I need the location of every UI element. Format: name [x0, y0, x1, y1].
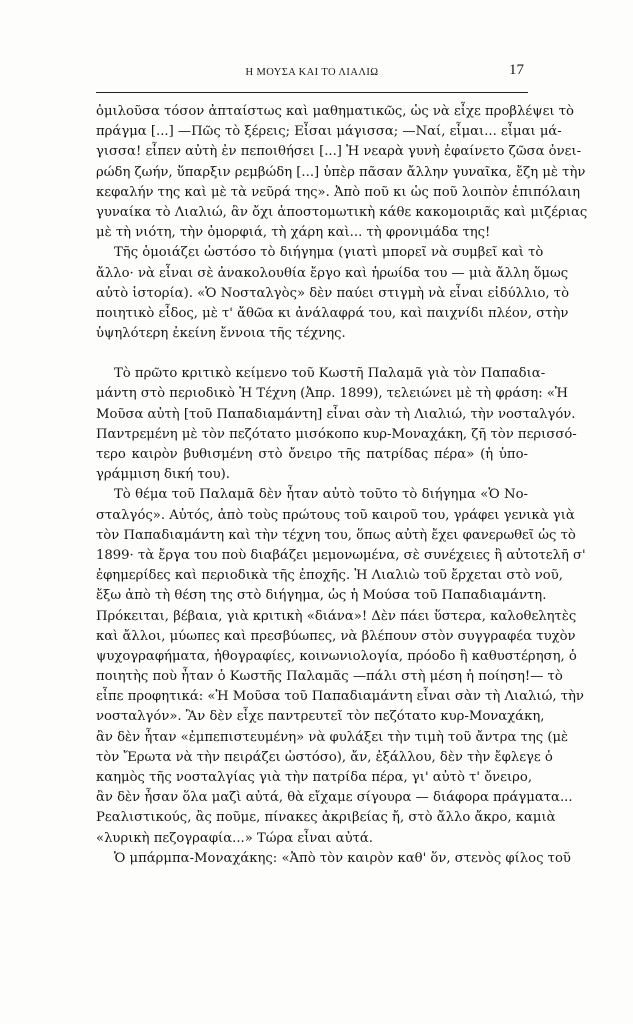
text-line: «λυρικὴ πεζογραφία...» Τώρα εἶναι αὐτά. [96, 830, 373, 846]
text-line: εἶπε προφητικά: «Ἡ Μοῦσα τοῦ Παπαδιαμάντη εἶναι σὰν τὴ Λιαλιώ, τὴν [96, 689, 584, 705]
text-line: Τῆς ὁμοιάζει ὡστόσο τὸ διήγημα (γιατὶ μπορεῖ νὰ συμβεῖ καὶ τὸ [114, 245, 544, 261]
paragraph-1 [96, 102, 588, 243]
text-line: μὲ τὴ νιότη, τὴν ὀμορφιά, τὴ χάρη καὶ... τὴ φρονιμάδα της! [96, 225, 491, 241]
running-title: Η ΜΟΥΣΑ ΚΑΙ ΤΟ ΛΙΑΛΙΩ [245, 67, 379, 78]
text-line: Μοῦσα αὐτὴ [τοῦ Παπαδιαμάντη] εἶναι σὰν τὴ Λιαλιώ, τὴν νοσταλγόν. [96, 406, 576, 422]
text-line: πράγμα [...] —Πῶς τὸ ξέρεις; Εἶσαι μάγισσα; —Ναί, εἶμαι... εἶμαι μά- [96, 124, 562, 140]
text-line: Τὸ θέμα τοῦ Παλαμᾶ δὲν ἦταν αὐτὸ τοῦτο τὸ διήγημα «Ὁ Νο- [114, 487, 528, 503]
text-line: Ρεαλιστικούς, ἂς ποῦμε, πίνακες ἀκριβείας ἤ, στὸ ἄλλο ἄκρο, καμιὰ [96, 810, 556, 826]
text-line: γυναίκα τὸ Λιαλιώ, ἂν ὄχι ἀποστομωτικὴ κάθε κακομοιριᾶς καὶ μιζέριας [96, 204, 588, 220]
text-line: Παντρεμένη μὲ τὸν πεζότατο μισόκοπο κυρ-Μοναχάκη, ζῆ τὸν περισσό- [96, 426, 577, 442]
text-line: τερο καιρὸν βυθισμένη στὸ ὄνειρο τῆς πατρίδας πέρα» (ἡ ὑπο- [96, 447, 528, 462]
paragraph-4 [96, 485, 586, 848]
text-line: ποιητὴς ποὺ ἦταν ὁ Κωστῆς Παλαμᾶς —πάλι στὴ μέση ἡ ποίηση!— τὸ [96, 669, 563, 685]
text-line: ἄλλο· νὰ εἶναι σὲ ἀνακολουθία ἔργο καὶ ἡρωίδα του — μιὰ ἄλλη ὅμως [96, 265, 569, 281]
text-line: ἔξω ἀπὸ τὴ θέση της στὸ διήγημα, ὡς ἡ Μούσα τοῦ Παπαδιαμάντη. [96, 588, 547, 604]
text-line: σταλγός». Αὐτός, ἀπὸ τοὺς πρώτους τοῦ καιροῦ του, γράφει γενικὰ γιὰ [96, 507, 575, 523]
text-line: ρώδη ζωήν, ὕπαρξιν ρεμβώδη [...] ὑπὲρ πᾶσαν ἄλλην γυναῖκα, ἔζη μὲ τὴν [96, 164, 586, 180]
text-line: καημὸς τῆς νοσταλγίας γιὰ τὴν πατρίδα πέρα, γι' αὐτὸ τ' ὄνειρο, [96, 770, 533, 785]
paragraph-2 [96, 243, 570, 344]
text-line: Ὁ μπάρμπα-Μοναχάκης: «Ἀπὸ τὸν καιρὸν καθ' ὅν, στενὸς φίλος τοῦ [114, 850, 571, 866]
body-text [96, 102, 588, 869]
text-line: ἐφημερίδες καὶ περιοδικὰ τῆς ἐποχῆς. Ἡ Λιαλιὼ τοῦ ἔρχεται στὸ νοῦ, [96, 568, 563, 584]
text-line: καὶ ἄλλοι, μύωπες καὶ πρεσβύωπες, νὰ βλέπουν στὸν συγγραφέα τυχὸν [96, 628, 576, 644]
header-rule [96, 92, 528, 93]
text-line: ψυχογραφήματα, ἠθογραφίες, κοινωνιολογία, πρόοδο ἢ καθυστέρηση, ὁ [96, 648, 577, 664]
text-line: ἂν δὲν ἦσαν ὅλα μαζὶ αὐτά, θὰ εἴχαμε σίγουρα — διάφορα πράγματα... [96, 790, 573, 806]
page-number: 17 [509, 62, 524, 78]
text-line: ποιητικὸ εἶδος, μὲ τ' ἄθῶα κι ἀνάλαφρά του, καὶ παιχνίδι πλέον, στὴν [96, 305, 569, 321]
text-line: Τὸ πρῶτο κριτικὸ κείμενο τοῦ Κωστῆ Παλαμᾶ γιὰ τὸν Παπαδια- [114, 366, 546, 382]
text-line: 1899· τὰ ἔργα του ποὺ διαβάζει μεμονωμένα, σὲ συνέχειες ἢ αὐτοτελῆ σ' [96, 547, 586, 563]
running-head [96, 60, 528, 90]
text-line: τὸν Παπαδιαμάντη καὶ τὴν τέχνη του, ὅπως αὐτὴ ἔχει φανερωθεῖ ὡς τὸ [96, 527, 576, 543]
paragraph-3 [96, 364, 577, 485]
text-line: ἂν δὲν ἦταν «ἐμπεπιστευμένη» νὰ φυλάξει τὴν τιμὴ τοῦ ἄντρα της (μὲ [96, 729, 569, 745]
paragraph-5 [96, 849, 571, 869]
section-gap [96, 344, 528, 364]
text-line: τὸν Ἔρωτα νὰ τὴν πειράζει ὡστόσο), ἄν, ἐξάλλου, δὲν τὴν ἔφλεγε ὁ [96, 749, 553, 765]
text-line: ὁμιλοῦσα τόσον ἀπταίστως καὶ μαθηματικῶς, ὡς νὰ εἶχε προβλέψει τὸ [96, 104, 574, 119]
text-line: γράμμιση δική του). [96, 467, 230, 483]
text-line: μάντη στὸ περιοδικὸ Ἡ Τέχνη (Ἀπρ. 1899), τελειώνει μὲ τὴ φράση: «Ἡ [96, 386, 568, 402]
text-line: γισσα! εἶπεν αὐτὴ ἐν πεποιθήσει [...] Ἡ νεαρὰ γυνὴ ἐφαίνετο ζῶσα ὀνει- [96, 144, 582, 160]
text-line: κεφαλήν της καὶ μὲ τὰ νεῦρά της». Ἀπὸ ποῦ κι ὡς ποῦ λοιπὸν ἐπιπόλαιη [96, 184, 580, 200]
text-line: ὑψηλότερη ἐκείνη ἔννοια τῆς τέχνης. [96, 326, 346, 342]
text-line: νοσταλγόν». Ἂν δὲν εἶχε παντρευτεῖ τὸν πεζότατο κυρ-Μοναχάκη, [96, 709, 545, 725]
text-line: αὐτὸ ἱστορία). «Ὁ Νοσταλγὸς» δὲν παύει στιγμὴ νὰ εἶναι εἰδύλλιο, τὸ [96, 285, 570, 301]
text-line: Πρόκειται, βέβαια, γιὰ κριτικὴ «διάνα»! Δὲν πάει ὕστερα, καλοθελητὲς [96, 608, 577, 624]
